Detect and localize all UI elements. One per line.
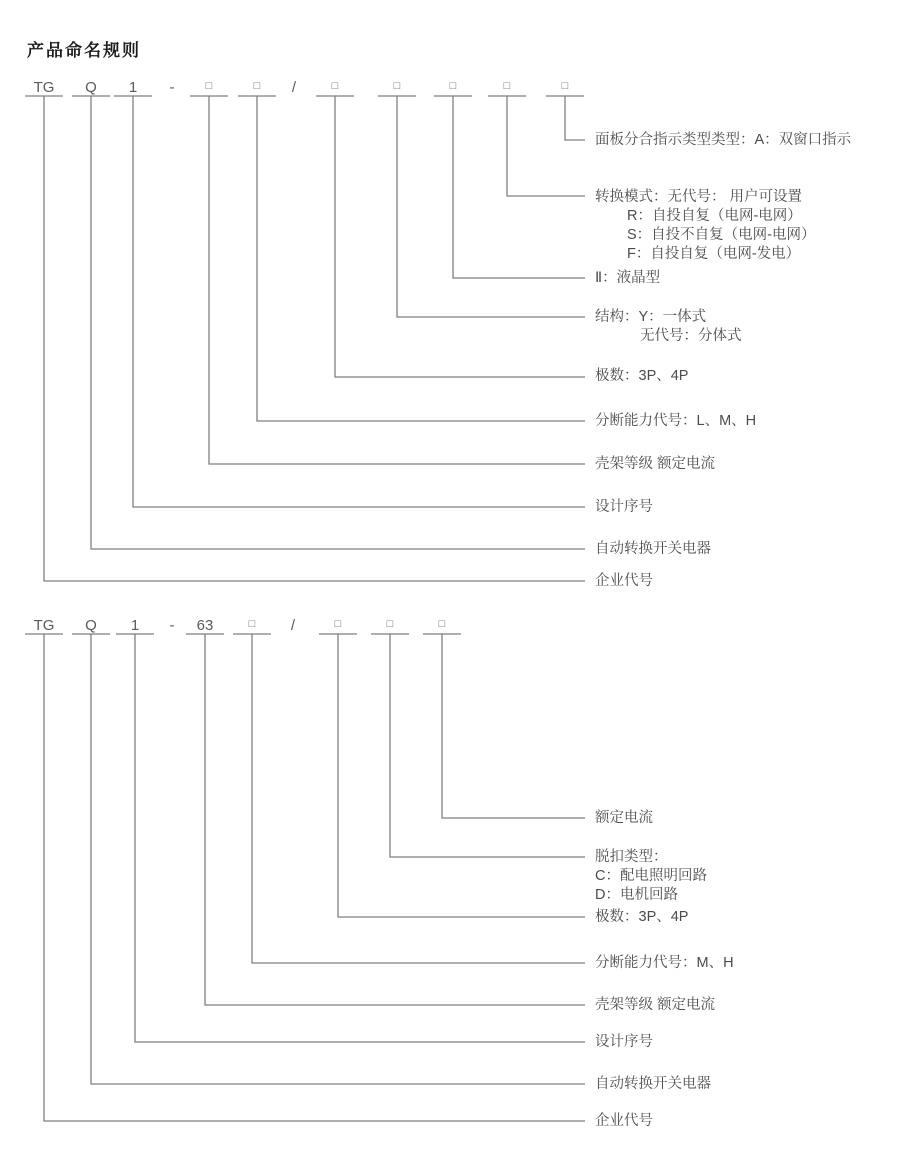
code-token-box: □	[248, 618, 256, 630]
code-token: 1	[130, 617, 140, 634]
connector	[91, 96, 585, 549]
code-token: /	[290, 617, 296, 634]
label-ats-device: 自动转换开关电器	[595, 541, 711, 557]
connector	[565, 96, 585, 140]
code-token-box: □	[561, 80, 569, 92]
code-token-box: □	[205, 80, 213, 92]
label-transfer-mode: 转换模式：无代号： 用户可设置 R：自投自复（电网-电网） S：自投不自复（电网-电网） F：自投自复（电网-发电）	[595, 189, 816, 262]
page-title: 产品命名规则	[27, 41, 141, 60]
label-ats-device: 自动转换开关电器	[595, 1076, 711, 1092]
code-token: -	[169, 617, 175, 634]
label-design-serial: 设计序号	[595, 1034, 653, 1050]
code-token-box: □	[331, 80, 339, 92]
connector	[205, 634, 585, 1005]
code-token-box: □	[386, 618, 394, 630]
code-token: 63	[196, 617, 214, 634]
connector	[252, 634, 585, 963]
code-token: 1	[128, 79, 138, 96]
code-token-box: □	[334, 618, 342, 630]
connector	[257, 96, 585, 421]
code-token-box: □	[438, 618, 446, 630]
label-rated-current: 额定电流	[595, 810, 653, 826]
label-poles: 极数：3P、4P	[595, 368, 689, 384]
label-breaking-capacity-code: 分断能力代号：L、M、H	[595, 413, 757, 429]
label-structure: 结构：Y：一体式 无代号：分体式	[595, 309, 742, 344]
label-enterprise-code: 企业代号	[595, 573, 653, 589]
code-token-box: □	[449, 80, 457, 92]
label-breaking-capacity-code: 分断能力代号：M、H	[595, 955, 734, 971]
connector	[133, 96, 585, 507]
label-trip-type: 脱扣类型： C：配电照明回路 D：电机回路	[595, 849, 707, 903]
connector	[335, 96, 585, 377]
connector	[507, 96, 585, 196]
label-enterprise-code: 企业代号	[595, 1113, 653, 1129]
label-frame-rated-current: 壳架等级 额定电流	[595, 456, 716, 472]
diagram1-connectors	[44, 96, 585, 581]
code-token: -	[169, 79, 175, 96]
connector	[44, 634, 585, 1121]
code-token-box: □	[393, 80, 401, 92]
code-token: /	[291, 79, 297, 96]
connector	[44, 96, 585, 581]
connector	[442, 634, 585, 818]
connector	[135, 634, 585, 1042]
code-token: Q	[85, 617, 97, 634]
connector	[390, 634, 585, 857]
label-frame-rated-current: 壳架等级 额定电流	[595, 997, 716, 1013]
label-design-serial: 设计序号	[595, 499, 653, 515]
connector	[397, 96, 585, 317]
connector	[338, 634, 585, 917]
code-token-box: □	[503, 80, 511, 92]
label-poles: 极数：3P、4P	[595, 909, 689, 925]
code-token-box: □	[253, 80, 261, 92]
code-token: Q	[85, 79, 97, 96]
code-token: TG	[33, 617, 55, 634]
diagram2-connectors	[44, 634, 585, 1121]
label-panel-indication-type: 面板分合指示类型类型：A：双窗口指示	[595, 132, 852, 148]
label-lcd-type: Ⅱ：液晶型	[595, 270, 661, 286]
code-token: TG	[33, 79, 55, 96]
